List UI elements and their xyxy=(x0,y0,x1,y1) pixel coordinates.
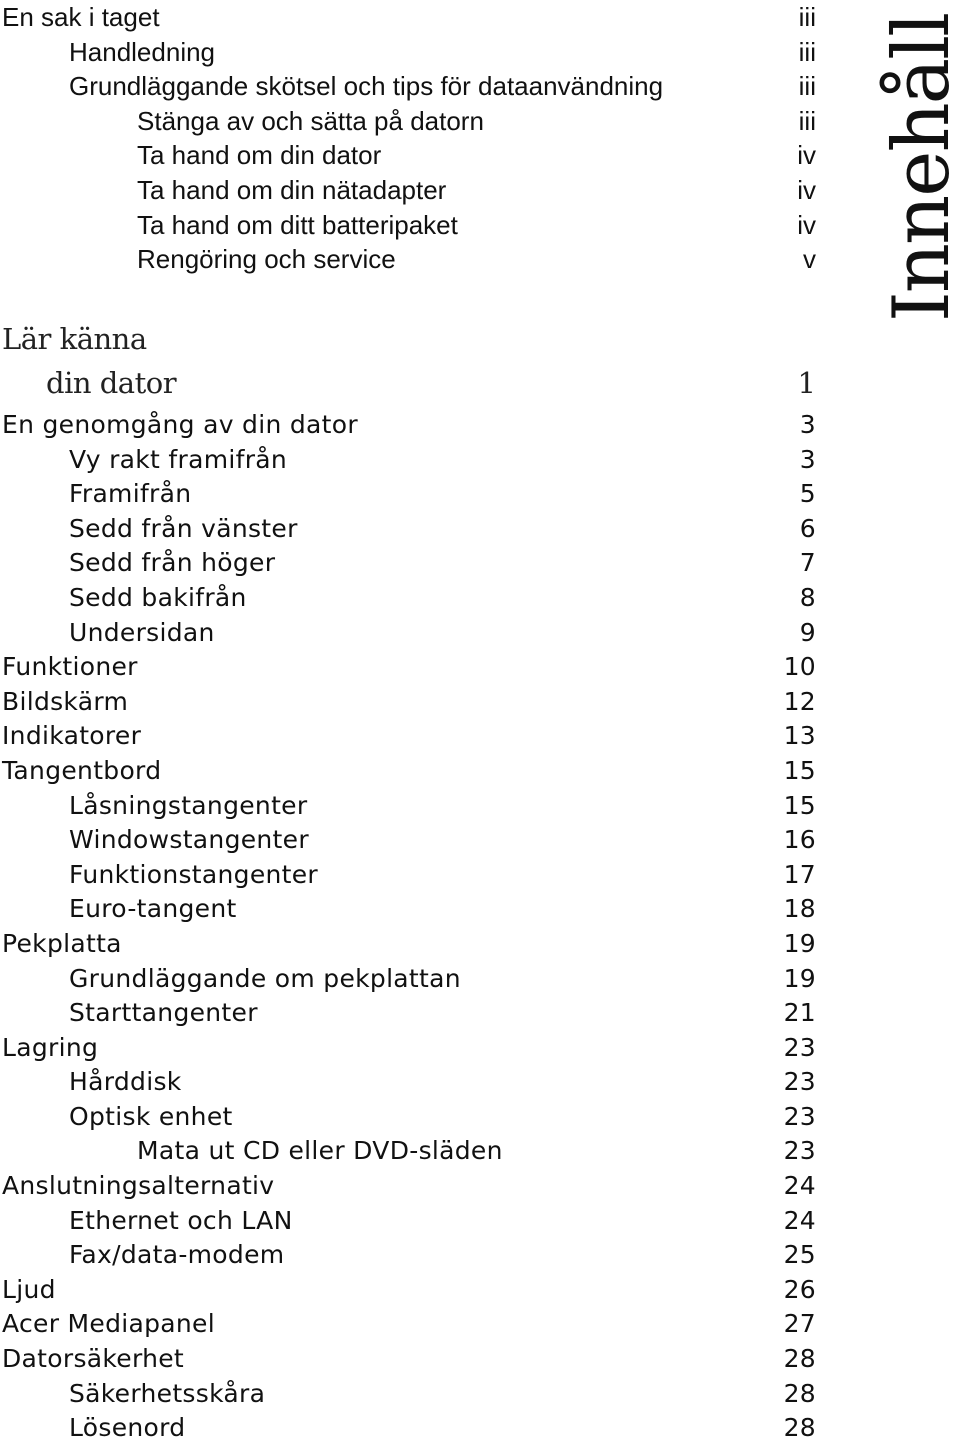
toc-entry[interactable] xyxy=(0,1100,880,1135)
toc-entry-page: 26 xyxy=(783,1274,816,1304)
toc-entry-page: 13 xyxy=(783,721,816,751)
toc-entry[interactable] xyxy=(0,962,880,997)
toc-entry-title: Handledning xyxy=(69,36,216,67)
toc-entry[interactable] xyxy=(0,138,880,173)
toc-entry-title: Acer Mediapanel xyxy=(2,1309,215,1339)
toc-entry[interactable] xyxy=(0,0,880,35)
toc-entry[interactable] xyxy=(0,512,880,547)
toc-entry[interactable] xyxy=(0,754,880,789)
toc-entry-title: Fax/data-modem xyxy=(69,1240,285,1270)
toc-entry[interactable] xyxy=(0,1134,880,1169)
toc-entry-page: 7 xyxy=(799,548,816,578)
toc-entry-title: Lösenord xyxy=(69,1413,186,1443)
toc-entry-page: 9 xyxy=(799,617,816,647)
toc-entry[interactable] xyxy=(0,173,880,208)
toc-entry[interactable] xyxy=(0,858,880,893)
toc-entry-page: iii xyxy=(798,105,816,136)
toc-entry-page: 3 xyxy=(799,444,816,474)
toc-entry[interactable] xyxy=(0,242,880,277)
toc-entry[interactable] xyxy=(0,1065,880,1100)
toc-section-chapter-1 xyxy=(0,408,880,1446)
toc-entry-title: Ta hand om din nätadapter xyxy=(137,174,447,205)
toc-entry-title: Rengöring och service xyxy=(137,244,396,275)
toc-entry-page: 28 xyxy=(783,1378,816,1408)
toc-entry-page: iv xyxy=(797,209,816,240)
toc-entry-title: Ta hand om ditt batteripaket xyxy=(137,209,458,240)
toc-entry-page: 27 xyxy=(783,1309,816,1339)
toc-entry-title: Låsningstangenter xyxy=(69,790,308,820)
toc-entry-page: 23 xyxy=(783,1032,816,1062)
toc-entry[interactable] xyxy=(0,996,880,1031)
toc-entry-title: Mata ut CD eller DVD-släden xyxy=(137,1136,503,1166)
toc-entry-title: Windowstangenter xyxy=(69,825,309,855)
toc-entry-title: Framifrån xyxy=(69,479,192,509)
toc-entry-page: 24 xyxy=(783,1205,816,1235)
toc-entry-page: 16 xyxy=(783,825,816,855)
toc-entry[interactable] xyxy=(0,616,880,651)
toc-entry-title: Sedd från höger xyxy=(69,548,276,578)
toc-entry-page: 6 xyxy=(799,513,816,543)
toc-entry[interactable] xyxy=(0,650,880,685)
toc-entry-page: 15 xyxy=(783,755,816,785)
toc-entry-page: iv xyxy=(797,140,816,171)
toc-entry[interactable] xyxy=(0,443,880,478)
toc-entry-title: Tangentbord xyxy=(2,755,162,785)
toc-entry-title: Euro-tangent xyxy=(69,894,237,924)
toc-entry[interactable] xyxy=(0,892,880,927)
toc-entry[interactable] xyxy=(0,1342,880,1377)
toc-entry[interactable] xyxy=(0,1169,880,1204)
toc-entry-page: 28 xyxy=(783,1413,816,1443)
toc-entry-page: 23 xyxy=(783,1136,816,1166)
toc-entry-page: 28 xyxy=(783,1344,816,1374)
toc-entry-page: 18 xyxy=(783,894,816,924)
toc-section-care xyxy=(0,0,880,277)
toc-entry[interactable] xyxy=(0,1377,880,1412)
toc-entry[interactable] xyxy=(0,1238,880,1273)
toc-entry-page: 23 xyxy=(783,1101,816,1131)
toc-entry-page: 15 xyxy=(783,790,816,820)
toc-entry-page: 3 xyxy=(799,410,816,439)
side-heading xyxy=(877,12,967,322)
toc-entry-page: iii xyxy=(798,36,816,67)
toc-entry-page: iii xyxy=(798,71,816,102)
toc-entry-title: Datorsäkerhet xyxy=(2,1344,185,1374)
toc-entry-page: iv xyxy=(797,174,816,205)
toc-entry-page: v xyxy=(803,244,816,275)
toc-entry[interactable] xyxy=(0,719,880,754)
toc-entry-page: 25 xyxy=(783,1240,816,1270)
toc-entry-page: 12 xyxy=(783,686,816,716)
toc-entry[interactable] xyxy=(0,581,880,616)
toc-entry-page: 23 xyxy=(783,1067,816,1097)
toc-entry[interactable] xyxy=(0,685,880,720)
toc-entry-title: Grundläggande om pekplattan xyxy=(69,963,461,993)
toc-entry[interactable] xyxy=(0,1031,880,1066)
toc-entry[interactable] xyxy=(0,1204,880,1239)
chapter-heading[interactable] xyxy=(0,322,880,412)
toc-entry[interactable] xyxy=(0,823,880,858)
chapter-title-line2: din dator xyxy=(46,366,177,400)
toc-entry-title: Funktioner xyxy=(2,652,138,682)
toc-entry-title: En sak i taget xyxy=(2,2,160,32)
toc-entry-title: Vy rakt framifrån xyxy=(69,444,288,474)
toc-entry-title: Ta hand om din dator xyxy=(137,140,382,171)
toc-entry-page: 24 xyxy=(783,1171,816,1201)
toc-entry-title: Ljud xyxy=(2,1274,56,1304)
toc-entry-title: Säkerhetsskåra xyxy=(69,1378,266,1408)
toc-entry-page: 19 xyxy=(783,928,816,958)
toc-entry-title: Bildskärm xyxy=(2,686,129,716)
toc-entry-page: 5 xyxy=(799,479,816,509)
toc-entry-title: Funktionstangenter xyxy=(69,859,319,889)
toc-entry-title: Optisk enhet xyxy=(69,1101,233,1131)
toc-entry-title: Undersidan xyxy=(69,617,215,647)
toc-entry[interactable] xyxy=(0,927,880,962)
toc-entry[interactable] xyxy=(0,546,880,581)
toc-entry-page: 17 xyxy=(783,859,816,889)
toc-entry-title: Anslutningsalternativ xyxy=(2,1171,275,1201)
toc-entry[interactable] xyxy=(0,208,880,243)
toc-entry-page: 21 xyxy=(783,998,816,1028)
toc-entry-title: Sedd från vänster xyxy=(69,513,298,543)
toc-entry[interactable] xyxy=(0,789,880,824)
toc-entry-title: Indikatorer xyxy=(2,721,142,751)
chapter-title-line1: Lär känna xyxy=(2,322,147,356)
toc-entry[interactable] xyxy=(0,477,880,512)
side-heading-text: Innehåll xyxy=(877,13,967,322)
toc-entry-title: Ethernet och LAN xyxy=(69,1205,293,1235)
toc-entry[interactable] xyxy=(0,35,880,70)
toc-entry-title: En genomgång av din dator xyxy=(2,410,358,439)
toc-entry-title: Hårddisk xyxy=(69,1067,182,1097)
toc-entry-page: 10 xyxy=(783,652,816,682)
toc-entry-title: Stänga av och sätta på datorn xyxy=(137,105,484,136)
toc-entry-page: 19 xyxy=(783,963,816,993)
chapter-page: 1 xyxy=(797,366,816,400)
toc-entry[interactable] xyxy=(0,104,880,139)
toc-entry[interactable] xyxy=(0,69,880,104)
toc-entry-page: iii xyxy=(798,2,816,32)
toc-entry[interactable] xyxy=(0,1411,880,1446)
toc-entry-title: Lagring xyxy=(2,1032,99,1062)
toc-entry-title: Starttangenter xyxy=(69,998,258,1028)
toc-entry[interactable] xyxy=(0,408,880,443)
toc-entry-page: 8 xyxy=(799,582,816,612)
toc-entry-title: Grundläggande skötsel och tips för dataanvändning xyxy=(69,71,664,102)
toc-entry-title: Sedd bakifrån xyxy=(69,582,247,612)
toc-entry[interactable] xyxy=(0,1307,880,1342)
toc-entry[interactable] xyxy=(0,1273,880,1308)
toc-entry-title: Pekplatta xyxy=(2,928,122,958)
